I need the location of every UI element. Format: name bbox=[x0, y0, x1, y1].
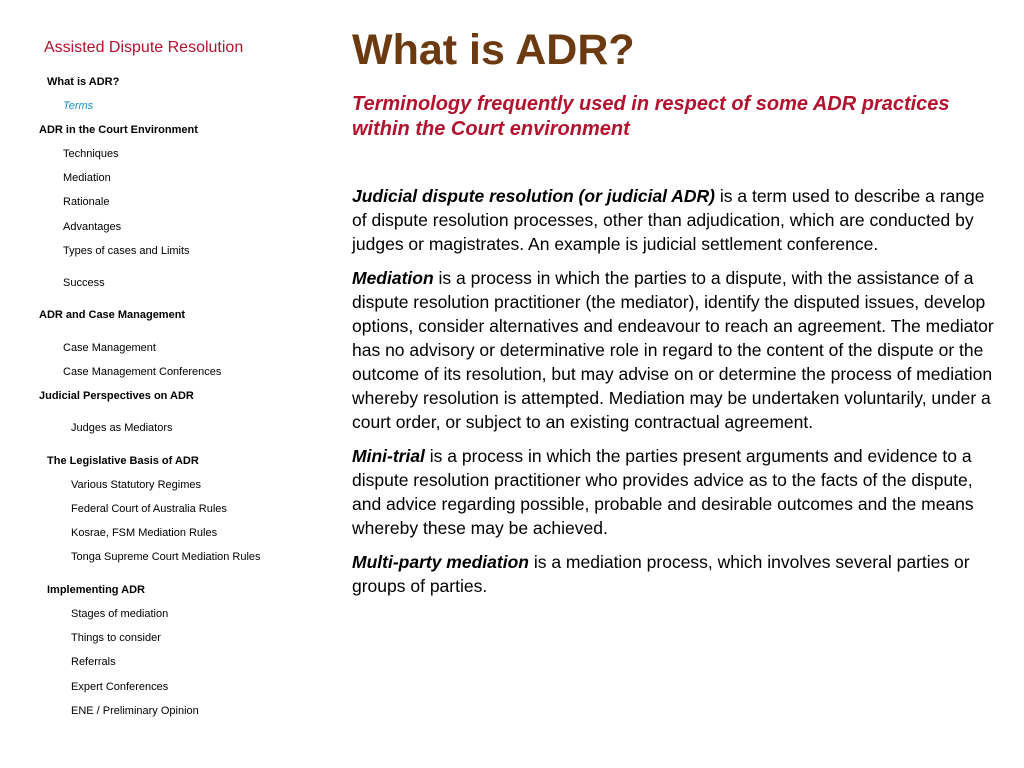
nav-adr-in-court[interactable]: ADR in the Court Environment bbox=[39, 124, 198, 136]
nav-terms[interactable]: Terms bbox=[63, 100, 94, 112]
nav-stages-of-mediation[interactable]: Stages of mediation bbox=[71, 608, 169, 620]
nav-statutory-regimes[interactable]: Various Statutory Regimes bbox=[71, 479, 202, 491]
definitions-body bbox=[352, 184, 1000, 608]
nav-case-management-conferences[interactable]: Case Management Conferences bbox=[63, 366, 222, 378]
sidebar-title: Assisted Dispute Resolution bbox=[44, 39, 244, 56]
nav-judges-as-mediators[interactable]: Judges as Mediators bbox=[71, 422, 173, 434]
term-judicial-adr: Judicial dispute resolution (or judicial ADR) bbox=[352, 186, 715, 206]
nav-rationale[interactable]: Rationale bbox=[63, 196, 110, 208]
definition-text: is a process in which the parties to a dispute, with the assistance of a dispute resolution practitioner (the mediator), identify the disputed issues, develop options, consider alternatives and endeavour to reach an agreement. The mediator has no advisory or determinative role in regard to the content of the dispute or the outcome of its resolution, but may advise on or determine the process of mediation whereby resolution is attempted. Mediation may be undertaken voluntarily, under a court order, or subject to an existing contractual agreement. bbox=[352, 268, 994, 432]
definition-text: is a term used to describe a range of dispute resolution processes, other than adjudication, which are conducted by judges or magistrates. An example is judicial settlement conference. bbox=[352, 186, 985, 254]
nav-what-is-adr[interactable]: What is ADR? bbox=[47, 76, 120, 88]
nav-techniques[interactable]: Techniques bbox=[63, 148, 119, 160]
nav-implementing-adr[interactable]: Implementing ADR bbox=[47, 584, 145, 596]
nav-judicial-perspectives[interactable]: Judicial Perspectives on ADR bbox=[39, 390, 194, 402]
nav-expert-conferences[interactable]: Expert Conferences bbox=[71, 681, 169, 693]
nav-mediation[interactable]: Mediation bbox=[63, 172, 111, 184]
term-multi-party-mediation: Multi-party mediation bbox=[352, 552, 529, 572]
nav-things-to-consider[interactable]: Things to consider bbox=[71, 632, 161, 644]
nav-types-of-cases[interactable]: Types of cases and Limits bbox=[63, 245, 190, 257]
definition-mini-trial bbox=[352, 444, 1000, 540]
definition-text: is a process in which the parties present arguments and evidence to a dispute resolution practitioner who provides advice as to the facts of the dispute, and advice regarding possible, probable and desirable outcomes and the means whereby these may be achieved. bbox=[352, 446, 974, 538]
definition-judicial-adr bbox=[352, 184, 1000, 256]
nav-tonga-rules[interactable]: Tonga Supreme Court Mediation Rules bbox=[71, 551, 261, 563]
nav-adr-case-management[interactable]: ADR and Case Management bbox=[39, 309, 186, 321]
definition-mediation bbox=[352, 266, 1000, 434]
nav-ene-preliminary-opinion[interactable]: ENE / Preliminary Opinion bbox=[71, 705, 199, 717]
term-mini-trial: Mini-trial bbox=[352, 446, 425, 466]
nav-success[interactable]: Success bbox=[63, 277, 105, 289]
main-content bbox=[352, 0, 1002, 768]
term-mediation: Mediation bbox=[352, 268, 434, 288]
page-subtitle: Terminology frequently used in respect of some ADR practices within the Court environment bbox=[352, 93, 950, 140]
nav-referrals[interactable]: Referrals bbox=[71, 656, 116, 668]
nav-advantages[interactable]: Advantages bbox=[63, 221, 122, 233]
nav-federal-court-rules[interactable]: Federal Court of Australia Rules bbox=[71, 503, 227, 515]
page-title: What is ADR? bbox=[352, 26, 635, 74]
sidebar-nav bbox=[0, 0, 330, 768]
nav-kosrae-rules[interactable]: Kosrae, FSM Mediation Rules bbox=[71, 527, 218, 539]
definition-multi-party-mediation bbox=[352, 550, 1000, 598]
nav-case-management[interactable]: Case Management bbox=[63, 342, 156, 354]
nav-legislative-basis[interactable]: The Legislative Basis of ADR bbox=[47, 455, 199, 467]
definition-text: is a mediation process, which involves several parties or groups of parties. bbox=[352, 552, 970, 596]
